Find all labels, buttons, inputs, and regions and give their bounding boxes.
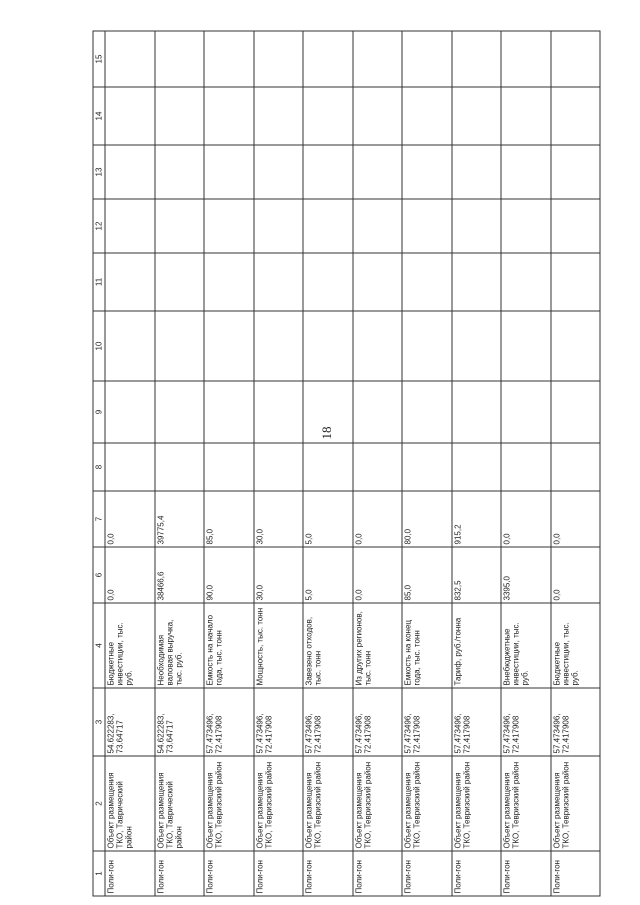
header-row [93,31,105,896]
table-cell [352,145,402,199]
table-cell [204,443,254,491]
table-cell [204,31,254,87]
table-cell [451,311,501,381]
column-header: 10 [93,311,105,381]
table-cell [501,31,551,87]
table-cell [352,443,402,491]
table-cell [352,381,402,443]
column-header: 4 [93,603,105,688]
table-cell: Поли-гон [303,851,353,896]
table-cell [451,381,501,443]
table-cell [451,145,501,199]
column-header: 2 [93,756,105,851]
table-cell [550,87,600,145]
table-cell [303,253,353,311]
table-cell: Объект размещения ТКО, Тевризский район [204,756,254,851]
table-cell: Емкость на конец года, тыс. тонн [402,603,452,688]
table-cell [451,443,501,491]
column-header: 6 [93,547,105,603]
table-cell: 915,2 [451,491,501,547]
table-cell: 57.473496, 72.417908 [204,688,254,756]
column-header: 12 [93,199,105,253]
table-cell [550,253,600,311]
table-cell [501,381,551,443]
table-cell [402,253,452,311]
table-cell [501,253,551,311]
table-cell: 57.473496, 72.417908 [253,688,303,756]
table-cell [550,381,600,443]
table-cell [253,311,303,381]
table-cell [352,31,402,87]
column-header: 8 [93,443,105,491]
table-cell [154,199,204,253]
table-row [154,31,204,896]
table-cell [253,443,303,491]
table-cell [204,145,254,199]
table-cell: 0,0 [550,491,600,547]
table-cell [303,199,353,253]
table-cell: Объект размещения ТКО, Тевризский район [501,756,551,851]
table-cell [154,311,204,381]
table-cell: Объект размещения ТКО, Тевризский район [253,756,303,851]
table-cell [402,311,452,381]
table-cell [402,145,452,199]
table-cell: 0,0 [550,547,600,603]
table-cell: Объект размещения ТКО, Таврический район [105,756,155,851]
table-row [550,31,600,896]
table-cell: Тариф, руб./тонна [451,603,501,688]
table-cell: 54.622283, 73.64717 [154,688,204,756]
table-cell: Поли-гон [253,851,303,896]
table-cell [352,199,402,253]
table-cell: 57.473496, 72.417908 [501,688,551,756]
table-cell [204,253,254,311]
table-cell [550,199,600,253]
table-cell: 30,0 [253,491,303,547]
table-cell [501,443,551,491]
table-cell [303,31,353,87]
table-cell: Поли-гон [352,851,402,896]
table-cell [105,311,155,381]
table-cell: Объект размещения ТКО, Тевризский район [550,756,600,851]
table-cell: Бюджетные инвестиции, тыс. руб. [105,603,155,688]
table-cell [154,87,204,145]
table-body [105,31,600,896]
table-cell: 39775,4 [154,491,204,547]
table-cell [105,253,155,311]
table-cell [253,87,303,145]
column-header: 14 [93,87,105,145]
rotated-table-container [92,32,600,897]
data-table [92,31,600,897]
table-cell: 57.473496, 72.417908 [451,688,501,756]
column-header: 15 [93,31,105,87]
table-row [303,31,353,896]
table-cell [105,381,155,443]
table-cell: 0,0 [501,491,551,547]
table-cell: 57.473496, 72.417908 [402,688,452,756]
table-cell: 80,0 [402,491,452,547]
table-cell: 57.473496, 72.417908 [550,688,600,756]
table-cell: Поли-гон [204,851,254,896]
table-cell [105,31,155,87]
table-row [451,31,501,896]
table-cell [204,381,254,443]
table-cell [501,87,551,145]
column-header: 9 [93,381,105,443]
table-cell [402,31,452,87]
table-cell: Поли-гон [402,851,452,896]
table-cell: Объект размещения ТКО, Тевризский район [402,756,452,851]
table-cell [550,443,600,491]
table-cell [303,381,353,443]
column-header: 11 [93,253,105,311]
table-cell: Объект размещения ТКО, Таврический район [154,756,204,851]
table-cell [253,253,303,311]
table-cell: Мощность, тыс. тонн [253,603,303,688]
table-cell [402,381,452,443]
page-number: 18 [319,426,334,440]
table-cell [550,145,600,199]
table-cell: 5,0 [303,547,353,603]
table-cell [204,87,254,145]
table-cell [105,87,155,145]
table-cell [451,253,501,311]
table-cell: Поли-гон [451,851,501,896]
table-cell [451,87,501,145]
table-row [501,31,551,896]
table-cell [451,31,501,87]
table-cell [402,443,452,491]
table-cell [303,87,353,145]
table-cell [501,199,551,253]
column-header: 3 [93,688,105,756]
table-cell: Внебюджетные инвестиции, тыс. руб. [501,603,551,688]
table-cell: Завезено отходов, тыс. тонн [303,603,353,688]
table-cell [105,443,155,491]
table-cell: Объект размещения ТКО, Тевризский район [303,756,353,851]
table-row [352,31,402,896]
table-cell [303,311,353,381]
column-header: 7 [93,491,105,547]
table-cell [501,145,551,199]
table-cell: 5,0 [303,491,353,547]
table-cell: 3395,0 [501,547,551,603]
table-cell [550,311,600,381]
column-header: 1 [93,851,105,896]
table-cell [352,253,402,311]
table-cell [352,311,402,381]
table-cell: 90,0 [204,547,254,603]
table-cell [253,199,303,253]
table-cell: Бюджетные инвестиции, тыс. руб. [550,603,600,688]
table-cell [402,87,452,145]
column-header: 13 [93,145,105,199]
table-cell: Необходимая валовая выручка, тыс. руб. [154,603,204,688]
table-cell: Объект размещения ТКО, Тевризский район [451,756,501,851]
table-cell: 57.473496, 72.417908 [303,688,353,756]
table-cell: Поли-гон [154,851,204,896]
table-cell: Поли-гон [550,851,600,896]
table-cell [501,311,551,381]
table-cell: 0,0 [352,547,402,603]
table-cell [451,199,501,253]
table-cell [105,199,155,253]
table-cell [154,253,204,311]
table-cell: Объект размещения ТКО, Тевризский район [352,756,402,851]
table-cell: 0,0 [352,491,402,547]
table-cell: 0,0 [105,547,155,603]
table-cell: 30,0 [253,547,303,603]
table-row [253,31,303,896]
table-row [402,31,452,896]
table-cell [253,145,303,199]
table-cell: 57.473496, 72.417908 [352,688,402,756]
table-cell: Из других регионов, тыс. тонн [352,603,402,688]
table-cell [154,145,204,199]
table-cell: Поли-гон [105,851,155,896]
table-cell [253,381,303,443]
table-cell [303,145,353,199]
table-row [204,31,254,896]
table-cell: 38466,6 [154,547,204,603]
table-cell: 85,0 [402,547,452,603]
table-cell [105,145,155,199]
table-cell [550,31,600,87]
table-cell [154,31,204,87]
table-cell [204,199,254,253]
table-cell: 0,0 [105,491,155,547]
table-cell: 54.622283, 73.64717 [105,688,155,756]
table-cell [204,311,254,381]
table-cell [154,381,204,443]
table-cell [352,87,402,145]
table-cell: 832,5 [451,547,501,603]
table-cell: Поли-гон [501,851,551,896]
table-cell [402,199,452,253]
table-row [105,31,155,896]
table-cell: Емкость на начало года, тыс. тонн [204,603,254,688]
table-cell [154,443,204,491]
table-cell: 85,0 [204,491,254,547]
table-cell [303,443,353,491]
table-cell [253,31,303,87]
